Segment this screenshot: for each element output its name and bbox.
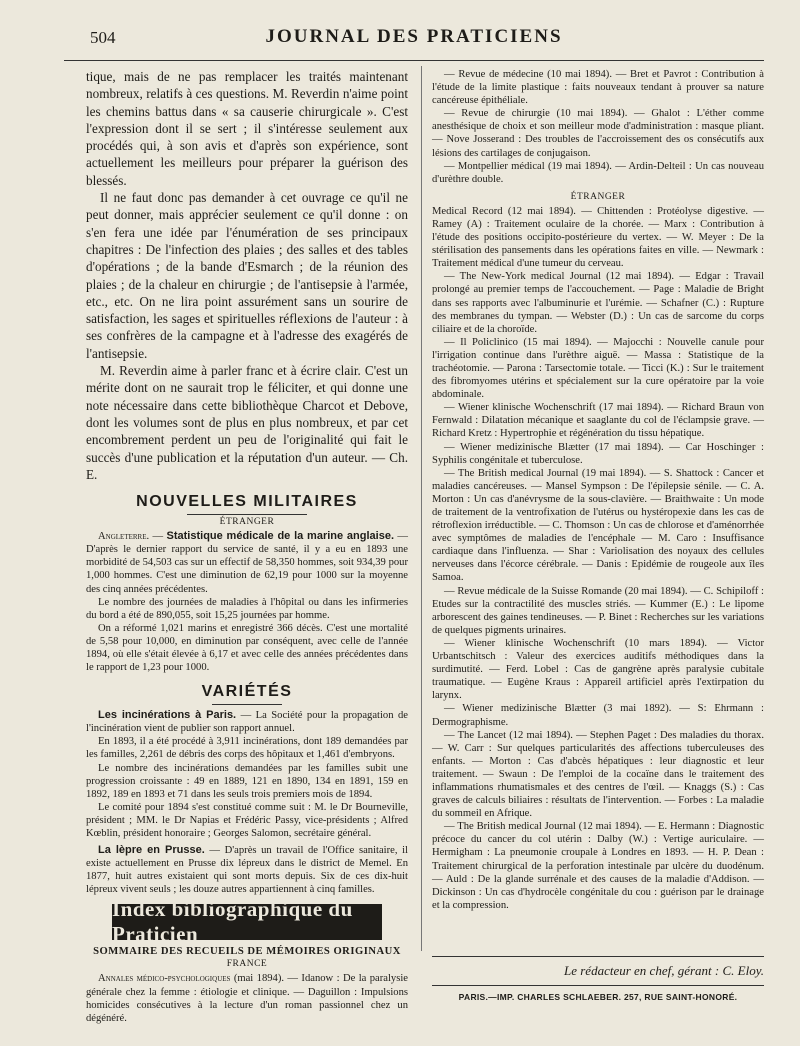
page-header bbox=[64, 24, 764, 48]
lead-heading: Statistique médicale de la marine anglaise. bbox=[166, 530, 395, 543]
editor-signature bbox=[432, 963, 764, 979]
varietes-paragraph: — D'après un travail de l'Office sanitaire, il existe actuellement en Prusse dix lépreux dans le district de Memel. En 1877, huit autres existaient qui sont morts depuis. Six de ces dix-huit lépreux vivent seuls ; les douze autres appartiennent à cinq familles. bbox=[86, 845, 408, 896]
section-rule bbox=[187, 514, 307, 515]
lead-place: Angleterre. — bbox=[98, 531, 164, 543]
bibliography-entry: Medical Record (12 mai 1894). — Chittenden : Protéolyse digestive. — Ramey (A) : Traitement oculaire de la chorée. — Marx : Contribution à l'étude des positions occipito-postérieure du vertex. — W. Meyer : De la stérilisation des pansements dans les opérations faites en ville. — Newmark : Traitement médical d'une tumeur du cerveau. bbox=[432, 205, 764, 270]
bibliography-entry: — Wiener medizinische Blætter (3 mai 1892). — S: Ehrmann : Dermographisme. bbox=[432, 703, 764, 728]
section-title-varietes: VARIÉTÉS bbox=[201, 683, 293, 701]
section-rule bbox=[212, 704, 282, 705]
review-paragraph: Il ne faut donc pas demander à cet ouvrage ce qu'il ne peut donner, mais apprécier seulement ce qu'il donne : on s'en fera une idée par l'énumération de ses principaux chapitres : De l'infection des plaies ; des salles et des tables d'opérations ; de la bande d'Esmarch ; de la réunion des plaies ; de la chaleur en chirurgie ; de l'antisepsie à l'armée, etc., etc. On ne lira point assurément sans un sourire de satisfaction, les sages et spirituelles réflexions de l'auteur : à ses confrères de la campagne et à l'adresse des exagérés de l'antisepsie. bbox=[86, 190, 408, 361]
imprint-rule bbox=[432, 985, 764, 986]
militaires-body bbox=[86, 530, 408, 674]
bibliography-entry: — The New-York medical Journal (12 mai 1894). — Edgar : Travail prolongé au premier temps de l'accouchement. — Page : Maladie de Bright dans ses rapports avec l'albuminurie et l'urémie. — Schafner (C.) : Rupture des membranes du tympan. — Webster (D.) : Un cas de sarcome du corps ciliaire et de la choroïde. bbox=[432, 271, 764, 335]
varietes-paragraph: Le nombre des incinérations demandées par les familles subit une progression croissante : 49 en 1889, 121 en 1890, 134 en 1891, 159 en 1892, 189 en 1893 et 71 dans les seuls trois premiers mois de 1894. bbox=[86, 762, 408, 800]
varietes-paragraph: En 1893, il a été procédé à 3,911 incinérations, dont 189 demandées par les familles, 2,261 de débris des corps des hôpitaux et 1,461 d'embryons. bbox=[86, 736, 408, 761]
subhead-etranger: ÉTRANGER bbox=[219, 517, 275, 528]
bibliography-entry: — The British medical Journal (19 mai 1894). — S. Shattock : Cancer et maladies cancéreuses. — Mansel Sympson : De l'épilepsie sénile. — C. A. Morton : Un cas d'anévrysme de la sous-clavière. — Braithwaite : Un mode de traitement de la ventrofixation de l'utérus ou hystéropexie dans les cas de rétroflexion irréductible. — C. Thomson : Un cas de chlorose et d'aménorrhée avec symptômes de maladies de l'encéphale — M. Caro : Insuffisance cardiaque dans l'influenza. — Shar : Variolisation des noyaux des cellules nerveuses dans l'écorce cérébrale. — Danis : Epidémie de rougeole aux îles Samoa. bbox=[432, 467, 764, 584]
bibliography-entry: — Revue de médecine (10 mai 1894). — Bret et Pavrot : Contribution à l'étude de la limite plastique : faits nouveaux tendant à prouver sa nature cancéreuse épithéliale. bbox=[432, 69, 764, 107]
index-entry: (mai 1894). — Idanow : De la paralysie générale chez la femme : étiologie et clinique. — Daguillon : Impulsions homicides consécutives à la lecture d'un roman passionnel chez un dégénéré. bbox=[86, 973, 408, 1024]
left-column bbox=[86, 68, 408, 1025]
bibliography-entry: — Wiener klinische Wochenschrift (10 mars 1894). — Victor Urbantschitsch : Valeur des exercices auditifs méthodiques dans la surdimutité. — Ferd. Lobel : Cas de gangrène après paralysie cubitale traumatique. — Eugène Kraus : Appareil artificiel après l'extirpation du larynx. bbox=[432, 637, 764, 702]
subhead-etranger: ÉTRANGER bbox=[570, 191, 626, 202]
varietes-body bbox=[86, 709, 408, 896]
militaires-paragraph: On a réformé 1,021 marins et enregistré 366 décès. C'est une mortalité de 5,58 pour 10,000, en diminution par conséquent, avec celle de l'année 1894, où elle s'était élevée à 6,17 et avec celle des années précédentes dans le rapport de 1,23 pour 1000. bbox=[86, 622, 408, 674]
index-banner: Index bibliographique du Praticien bbox=[112, 904, 382, 940]
lead-heading: Les incinérations à Paris. bbox=[98, 709, 237, 722]
bibliography-entry: — The British medical Journal (12 mai 1894). — E. Hermann : Diagnostic précoce du cancer du col utérin : Dalby (W.) : Vertige auriculaire. — Hermigham : La pneumonie croupale à Londres en 1893. — H. P. Dean : Traitement chirurgical de la perforation intestinale par ulcère du duodénum. — Auld : De la glande surrénale et des causes de la maladie d'Addison. — Dickinson : Un cas d'hydrocèle congénitale du cou : guérison par le drainage et la compression. bbox=[432, 821, 764, 911]
section-title-militaires: NOUVELLES MILITAIRES bbox=[136, 493, 358, 511]
journal-title: JOURNAL DES PRATICIENS bbox=[265, 26, 563, 47]
bibliography-entry: — Revue médicale de la Suisse Romande (20 mai 1894). — C. Schipiloff : Etudes sur la contractilité des muscles striés. — Kummer (E.) : Le lipome arborescent des gaines tendineuses. — P. Binet : Recherches sur les variations de quelques pigments urinaires. bbox=[432, 585, 764, 636]
page-number: 504 bbox=[90, 28, 116, 47]
header-rule bbox=[64, 60, 764, 61]
bibliography-entry: — Wiener klinische Wochenschrift (17 mai 1894). — Richard Braun von Fernwald : Dilatation mécanique et saaglante du col de l'éclampsie grave. — Richard Kretz : Hypertrophie et régénération du tissu hépatique. bbox=[432, 402, 764, 440]
book-review bbox=[86, 68, 408, 483]
printer-imprint: PARIS.—IMP. CHARLES SCHLAEBER. 257, RUE SAINT-HONORÉ. bbox=[458, 992, 738, 1002]
signature-text: Le rédacteur en chef, gérant : C. Eloy. bbox=[563, 963, 764, 978]
right-column bbox=[432, 68, 764, 912]
sommaire-heading: SOMMAIRE DES RECUEILS DE MÉMOIRES ORIGINAUX bbox=[93, 946, 401, 958]
varietes-paragraph: — La Société pour la propagation de l'incinération vient de publier son rapport annuel. bbox=[86, 710, 408, 735]
review-paragraph: M. Reverdin aime à parler franc et à écrire clair. C'est un mérite dont on ne saurait trop le féliciter, et qui donne une note nécessaire dans cette bibliothèque Charcot et Debove, dont les volumes sont de plus en plus nombreux, et par cet encombrement perdent un peu de l'originalité qui fait le succès d'une publication et la réputation d'un auteur. — Ch. E. bbox=[86, 363, 408, 482]
signature-rule bbox=[432, 956, 764, 957]
index-body bbox=[86, 972, 408, 1024]
review-paragraph: tique, mais de ne pas remplacer les traités maintenant nombreux, relatifs à ces questions. M. Reverdin n'aime point les chemins battus dans « sa causerie chirurgicale ». C'est l'expression dont il se sert ; il s'intéresse seulement aux procédés qui, à son avis et d'après son expérience, sont actuellement les meilleurs pour préparer la guérison des blessés. bbox=[86, 69, 408, 188]
subhead-france: FRANCE bbox=[226, 959, 268, 970]
militaires-paragraph: — D'après le dernier rapport du service de santé, il y a eu en 1893 une morbidité de 54,503 cas sur un effectif de 58,350 hommes, soit 934,39 pour 1,000 hommes. C'est une diminution de 62,19 pour 1000 sur la moyenne des cinq années précédentes. bbox=[86, 531, 409, 595]
journal-name: Annales médico-psychologiques bbox=[98, 973, 231, 985]
bibliography-entry: — Wiener medizinische Blætter (17 mai 1894). — Car Hoschinger : Syphilis congénitale et tuberculose. bbox=[432, 441, 764, 466]
bibliography-entry: — Il Policlinico (15 mai 1894). — Majocchi : Nouvelle canule pour l'irrigation continue dans l'urèthre aiguë. — Massa : Statistique de la trachéotomie. — Parona : Tarsectomie totale. — Ticci (K.) : Sur le traitement des fibromyomes utérins et spécialement sur la cure opératoire par la voie abdominale. bbox=[432, 336, 764, 401]
bibliography-entry: — Revue de chirurgie (10 mai 1894). — Ghalot : L'éther comme anesthésique de choix et son meilleur mode d'administration : masque pliant. — Nove Josserand : Des troubles de l'accroissement des os consécutifs aux lésions des cartilages de conjugaison. bbox=[432, 108, 764, 159]
militaires-paragraph: Le nombre des journées de maladies à l'hôpital ou dans les infirmeries du bord a été de 890,055, soit 15,25 journées par homme. bbox=[86, 596, 408, 621]
column-separator bbox=[421, 66, 422, 951]
varietes-paragraph: Le comité pour 1894 s'est constitué comme suit : M. le Dr Bourneville, président ; MM. le Dr Napias et Frédéric Passy, vice-présidents ; Alfred Kœblin, président honoraire ; Georges Salomon, secrétaire général. bbox=[86, 801, 408, 839]
bibliography-entry: — Montpellier médical (19 mai 1894). — Ardin-Delteil : Un cas nouveau d'urèthre double. bbox=[432, 160, 764, 185]
lead-heading: La lèpre en Prusse. bbox=[98, 844, 205, 857]
bibliography-entry: — The Lancet (12 mai 1894). — Stephen Paget : Des maladies du thorax. — W. Carr : Sur quelques particularités des affections tuberculeuses des enfants. — Morton : Cas d'abcès hépatiques : leur diagnostic et leur traitement. — Swaun : De l'emploi de la cocaïne dans le traitement des inflammations rhumatismales et des centres de l'œil. — Knaggs (S.) : Cas graves de calculs biliaires : résultats de l'intervention. — Forbes : La maladie du sommeil en Afrique. bbox=[432, 729, 764, 820]
